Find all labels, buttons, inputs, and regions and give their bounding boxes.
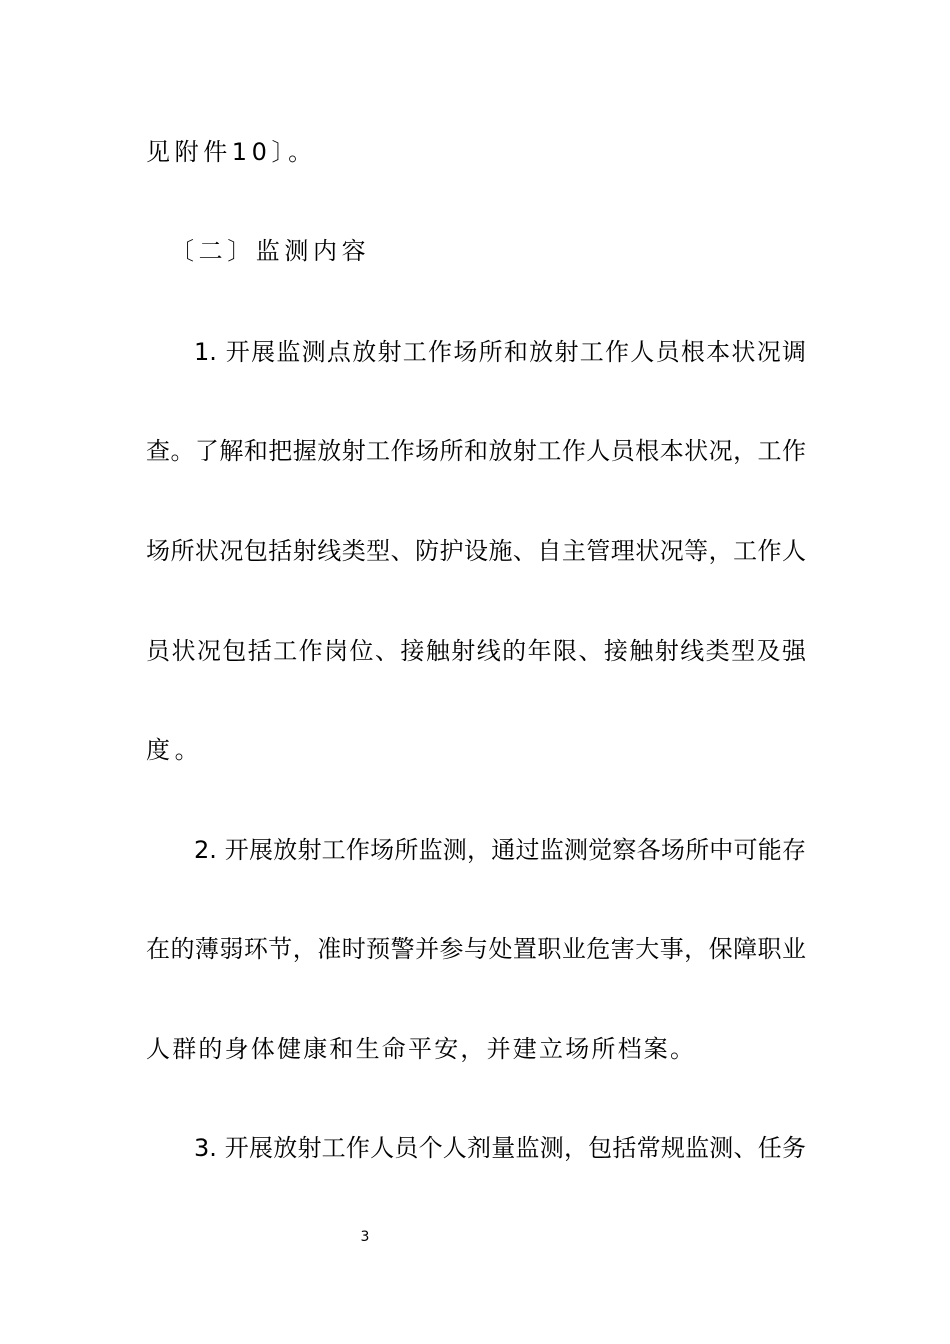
text-line: 查。了解和把握放射工作场所和放射工作人员根本状况，工作 [146,437,806,465]
text-line: 度。 [146,736,204,764]
section-heading: 〔二〕监测内容 [170,237,371,265]
text-line: 2. 开展放射工作场所监测，通过监测觉察各场所中可能存 [194,836,806,864]
page-number: 3 [360,1229,370,1245]
text-line: 在的薄弱环节，准时预警并参与处置职业危害大事，保障职业 [146,935,806,963]
text-line: 场所状况包括射线类型、防护设施、自主管理状况等，工作人 [146,537,806,565]
text-line: 3. 开展放射工作人员个人剂量监测，包括常规监测、任务 [194,1134,806,1162]
text-line: 见附件10〕。 [146,138,317,166]
text-line: 人群的身体健康和生命平安，并建立场所档案。 [146,1035,697,1063]
text-line: 1. 开展监测点放射工作场所和放射工作人员根本状况调 [194,338,806,366]
text-line: 员状况包括工作岗位、接触射线的年限、接触射线类型及强 [146,637,806,665]
